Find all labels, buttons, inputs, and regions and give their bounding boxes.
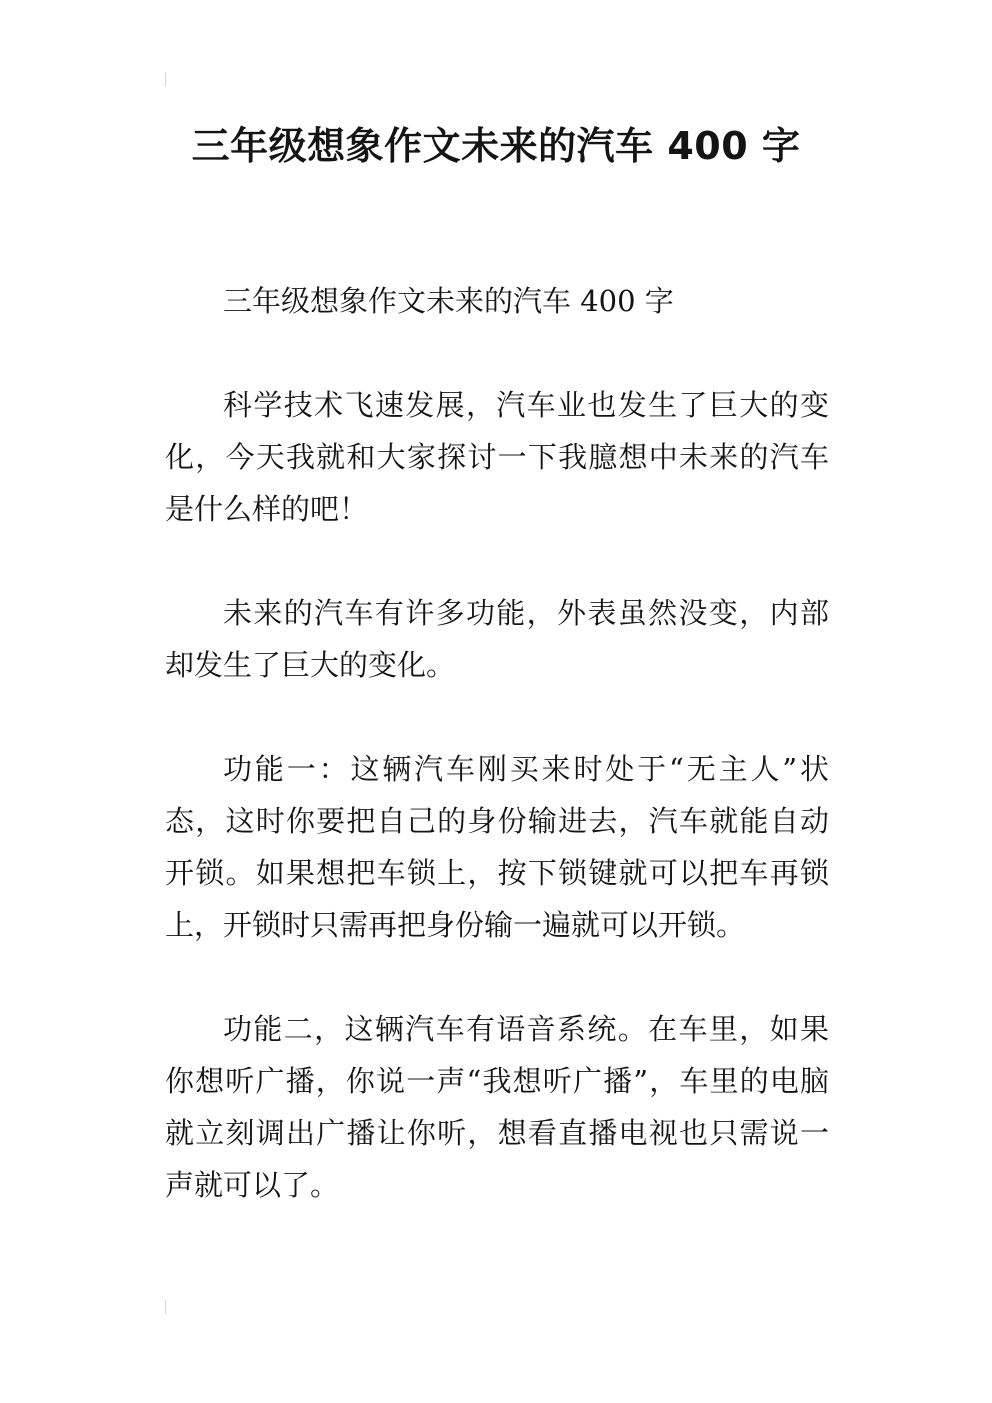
- paragraph-1: 科学技术飞速发展，汽车业也发生了巨大的变化，今天我就和大家探讨一下我臆想中未来的汽车是什么样的吧！: [165, 388, 829, 526]
- document-title: 三年级想象作文未来的汽车 400 字: [191, 124, 801, 168]
- paragraph-3: 功能一：这辆汽车刚买来时处于“无主人”状态，这时你要把自己的身份输进去，汽车就能自动开锁。如果想把车锁上，按下锁键就可以把车再锁上，开锁时只需再把身份输一遍就可以开锁。: [165, 752, 829, 942]
- paragraph-4: 功能二，这辆汽车有语音系统。在车里，如果你想听广播，你说一声“我想听广播”，车里的电脑就立刻调出广播让你听，想看直播电视也只需说一声就可以了。: [165, 1012, 829, 1202]
- document-body: [165, 275, 829, 1263]
- document-subtitle: 三年级想象作文未来的汽车 400 字: [223, 284, 674, 318]
- paragraph-2: 未来的汽车有许多功能，外表虽然没变，内部却发生了巨大的变化。: [165, 596, 829, 682]
- margin-mark-top: [165, 72, 166, 86]
- margin-mark-bottom: [165, 1300, 166, 1314]
